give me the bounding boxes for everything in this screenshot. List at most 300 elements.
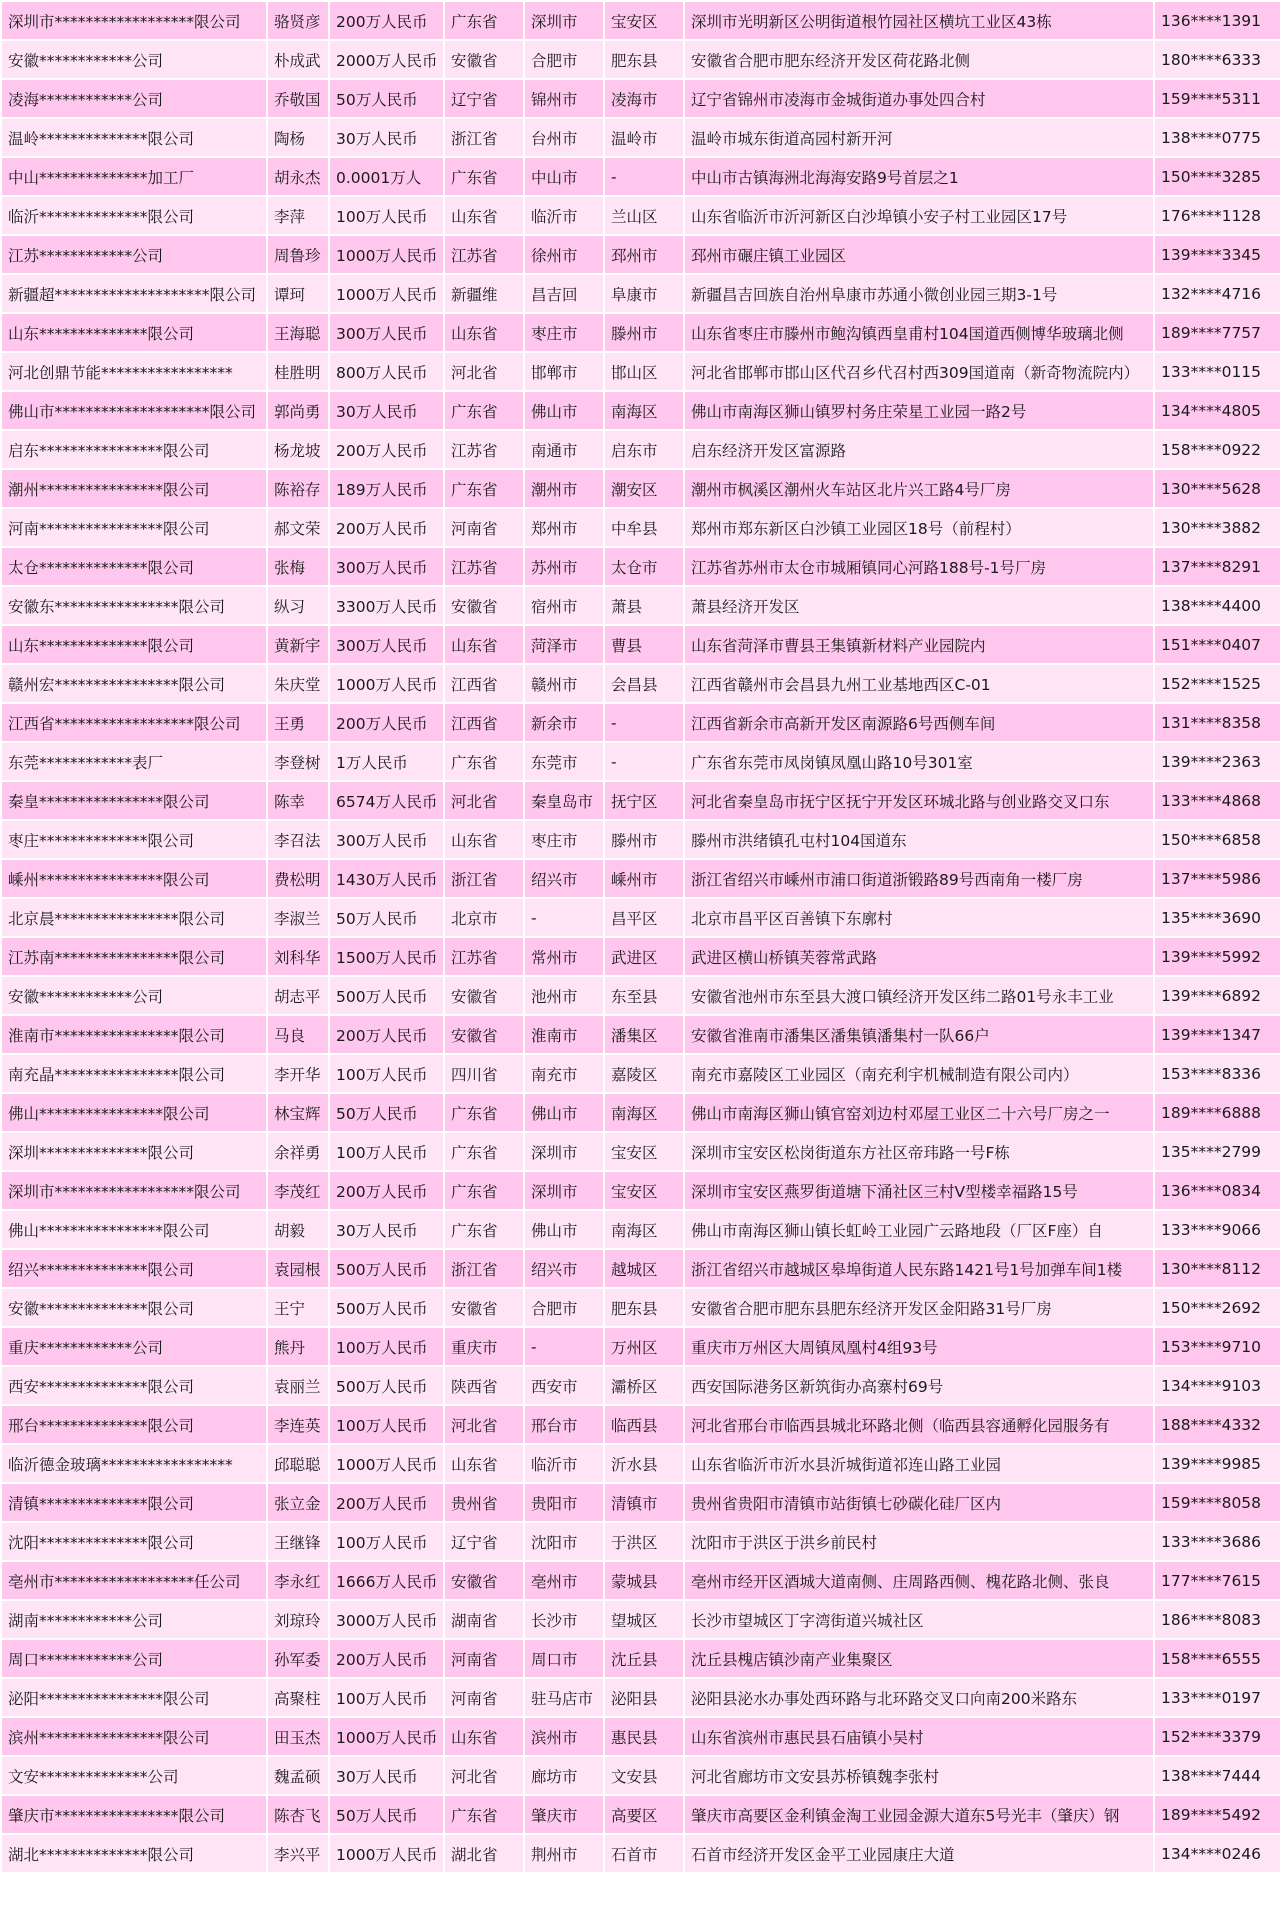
- registered-capital-cell: 1500万人民币: [329, 937, 444, 976]
- address-cell: 重庆市万州区大周镇凤凰村4组93号: [684, 1327, 1154, 1366]
- company-name-cell: 佛山****************限公司: [1, 1210, 267, 1249]
- table-row: [1, 469, 1280, 508]
- legal-person-cell: 邱聪聪: [267, 1444, 329, 1483]
- company-name-cell: 山东**************限公司: [1, 625, 267, 664]
- city-cell: 宿州市: [524, 586, 604, 625]
- province-cell: 浙江省: [444, 1249, 524, 1288]
- district-cell: 于洪区: [604, 1522, 684, 1561]
- company-name-cell: 枣庄**************限公司: [1, 820, 267, 859]
- city-cell: 徐州市: [524, 235, 604, 274]
- district-cell: 肥东县: [604, 40, 684, 79]
- registered-capital-cell: 200万人民币: [329, 1483, 444, 1522]
- registered-capital-cell: 200万人民币: [329, 508, 444, 547]
- district-cell: 邳州市: [604, 235, 684, 274]
- phone-cell: 153****9710: [1154, 1327, 1280, 1366]
- table-row: [1, 79, 1280, 118]
- table-row: [1, 1366, 1280, 1405]
- province-cell: 江西省: [444, 664, 524, 703]
- legal-person-cell: 王勇: [267, 703, 329, 742]
- address-cell: 深圳市宝安区燕罗街道塘下涌社区三村V型楼幸福路15号: [684, 1171, 1154, 1210]
- province-cell: 北京市: [444, 898, 524, 937]
- company-name-cell: 文安**************公司: [1, 1756, 267, 1795]
- address-cell: 肇庆市高要区金利镇金淘工业园金源大道东5号光丰（肇庆）钢: [684, 1795, 1154, 1834]
- district-cell: 滕州市: [604, 313, 684, 352]
- phone-cell: 130****5628: [1154, 469, 1280, 508]
- district-cell: 潮安区: [604, 469, 684, 508]
- registered-capital-cell: 1430万人民币: [329, 859, 444, 898]
- legal-person-cell: 张梅: [267, 547, 329, 586]
- company-name-cell: 安徽************公司: [1, 976, 267, 1015]
- address-cell: 山东省滨州市惠民县石庙镇小吴村: [684, 1717, 1154, 1756]
- address-cell: 浙江省绍兴市越城区皋埠街道人民东路1421号1号加弹车间1楼: [684, 1249, 1154, 1288]
- legal-person-cell: 王宁: [267, 1288, 329, 1327]
- district-cell: 会昌县: [604, 664, 684, 703]
- address-cell: 安徽省合肥市肥东经济开发区荷花路北侧: [684, 40, 1154, 79]
- district-cell: 万州区: [604, 1327, 684, 1366]
- city-cell: 东莞市: [524, 742, 604, 781]
- district-cell: 中牟县: [604, 508, 684, 547]
- district-cell: 阜康市: [604, 274, 684, 313]
- district-cell: -: [604, 742, 684, 781]
- registered-capital-cell: 30万人民币: [329, 118, 444, 157]
- district-cell: 曹县: [604, 625, 684, 664]
- legal-person-cell: 杨龙坡: [267, 430, 329, 469]
- legal-person-cell: 朴成武: [267, 40, 329, 79]
- district-cell: 临西县: [604, 1405, 684, 1444]
- province-cell: 辽宁省: [444, 79, 524, 118]
- district-cell: 兰山区: [604, 196, 684, 235]
- city-cell: 新余市: [524, 703, 604, 742]
- registered-capital-cell: 100万人民币: [329, 1132, 444, 1171]
- phone-cell: 138****7444: [1154, 1756, 1280, 1795]
- company-name-cell: 太仓**************限公司: [1, 547, 267, 586]
- city-cell: 贵阳市: [524, 1483, 604, 1522]
- address-cell: 江西省新余市高新开发区南源路6号西侧车间: [684, 703, 1154, 742]
- company-name-cell: 西安**************限公司: [1, 1366, 267, 1405]
- legal-person-cell: 朱庆堂: [267, 664, 329, 703]
- city-cell: 荆州市: [524, 1834, 604, 1873]
- table-row: [1, 1, 1280, 40]
- city-cell: 临沂市: [524, 196, 604, 235]
- phone-cell: 159****5311: [1154, 79, 1280, 118]
- table-row: [1, 1405, 1280, 1444]
- legal-person-cell: 李淑兰: [267, 898, 329, 937]
- address-cell: 滕州市洪绪镇孔屯村104国道东: [684, 820, 1154, 859]
- province-cell: 湖南省: [444, 1600, 524, 1639]
- legal-person-cell: 陶杨: [267, 118, 329, 157]
- table-row: [1, 1522, 1280, 1561]
- company-name-cell: 佛山市********************限公司: [1, 391, 267, 430]
- phone-cell: 177****7615: [1154, 1561, 1280, 1600]
- phone-cell: 139****2363: [1154, 742, 1280, 781]
- company-name-cell: 江苏南****************限公司: [1, 937, 267, 976]
- city-cell: 合肥市: [524, 1288, 604, 1327]
- province-cell: 新疆维: [444, 274, 524, 313]
- province-cell: 安徽省: [444, 1561, 524, 1600]
- company-name-cell: 周口************公司: [1, 1639, 267, 1678]
- phone-cell: 134****9103: [1154, 1366, 1280, 1405]
- phone-cell: 150****6858: [1154, 820, 1280, 859]
- province-cell: 广东省: [444, 1, 524, 40]
- address-cell: 山东省枣庄市滕州市鲍沟镇西皇甫村104国道西侧博华玻璃北侧: [684, 313, 1154, 352]
- city-cell: 合肥市: [524, 40, 604, 79]
- phone-cell: 189****7757: [1154, 313, 1280, 352]
- legal-person-cell: 陈杏飞: [267, 1795, 329, 1834]
- address-cell: 安徽省池州市东至县大渡口镇经济开发区纬二路01号永丰工业: [684, 976, 1154, 1015]
- province-cell: 广东省: [444, 742, 524, 781]
- city-cell: -: [524, 1327, 604, 1366]
- phone-cell: 132****4716: [1154, 274, 1280, 313]
- company-name-cell: 湖北**************限公司: [1, 1834, 267, 1873]
- company-name-cell: 嵊州****************限公司: [1, 859, 267, 898]
- legal-person-cell: 王海聪: [267, 313, 329, 352]
- address-cell: 河北省邯郸市邯山区代召乡代召村西309国道南（新奇物流院内）: [684, 352, 1154, 391]
- registered-capital-cell: 1000万人民币: [329, 664, 444, 703]
- table-row: [1, 1054, 1280, 1093]
- province-cell: 山东省: [444, 313, 524, 352]
- address-cell: 河北省秦皇岛市抚宁区抚宁开发区环城北路与创业路交叉口东: [684, 781, 1154, 820]
- city-cell: 驻马店市: [524, 1678, 604, 1717]
- table-row: [1, 742, 1280, 781]
- address-cell: 河北省廊坊市文安县苏桥镇魏李张村: [684, 1756, 1154, 1795]
- phone-cell: 186****8083: [1154, 1600, 1280, 1639]
- district-cell: 高要区: [604, 1795, 684, 1834]
- phone-cell: 176****1128: [1154, 196, 1280, 235]
- city-cell: 昌吉回: [524, 274, 604, 313]
- phone-cell: 134****0246: [1154, 1834, 1280, 1873]
- address-cell: 北京市昌平区百善镇下东廓村: [684, 898, 1154, 937]
- legal-person-cell: 桂胜明: [267, 352, 329, 391]
- phone-cell: 138****4400: [1154, 586, 1280, 625]
- city-cell: 深圳市: [524, 1, 604, 40]
- table-row: [1, 703, 1280, 742]
- company-name-cell: 凌海************公司: [1, 79, 267, 118]
- district-cell: 肥东县: [604, 1288, 684, 1327]
- table-row: [1, 196, 1280, 235]
- city-cell: 临沂市: [524, 1444, 604, 1483]
- district-cell: 宝安区: [604, 1171, 684, 1210]
- registered-capital-cell: 500万人民币: [329, 1288, 444, 1327]
- legal-person-cell: 李开华: [267, 1054, 329, 1093]
- phone-cell: 158****6555: [1154, 1639, 1280, 1678]
- table-row: [1, 625, 1280, 664]
- company-name-cell: 深圳市******************限公司: [1, 1171, 267, 1210]
- registered-capital-cell: 50万人民币: [329, 1795, 444, 1834]
- district-cell: 文安县: [604, 1756, 684, 1795]
- province-cell: 江苏省: [444, 547, 524, 586]
- legal-person-cell: 袁丽兰: [267, 1366, 329, 1405]
- address-cell: 泌阳县泌水办事处西环路与北环路交叉口向南200米路东: [684, 1678, 1154, 1717]
- table-row: [1, 1756, 1280, 1795]
- registered-capital-cell: 300万人民币: [329, 625, 444, 664]
- address-cell: 西安国际港务区新筑街办高寨村69号: [684, 1366, 1154, 1405]
- district-cell: 越城区: [604, 1249, 684, 1288]
- phone-cell: 138****0775: [1154, 118, 1280, 157]
- company-name-cell: 临沂德金玻璃*****************: [1, 1444, 267, 1483]
- table-row: [1, 1444, 1280, 1483]
- district-cell: 石首市: [604, 1834, 684, 1873]
- legal-person-cell: 周鲁珍: [267, 235, 329, 274]
- company-name-cell: 新疆超********************限公司: [1, 274, 267, 313]
- address-cell: 深圳市光明新区公明街道根竹园社区横坑工业区43栋: [684, 1, 1154, 40]
- table-row: [1, 1483, 1280, 1522]
- province-cell: 重庆市: [444, 1327, 524, 1366]
- district-cell: 南海区: [604, 1093, 684, 1132]
- company-name-cell: 赣州宏****************限公司: [1, 664, 267, 703]
- legal-person-cell: 马良: [267, 1015, 329, 1054]
- table-row: [1, 40, 1280, 79]
- legal-person-cell: 李兴平: [267, 1834, 329, 1873]
- address-cell: 沈阳市于洪区于洪乡前民村: [684, 1522, 1154, 1561]
- registered-capital-cell: 100万人民币: [329, 1054, 444, 1093]
- city-cell: 菏泽市: [524, 625, 604, 664]
- registered-capital-cell: 100万人民币: [329, 1327, 444, 1366]
- phone-cell: 135****2799: [1154, 1132, 1280, 1171]
- phone-cell: 135****3690: [1154, 898, 1280, 937]
- registered-capital-cell: 200万人民币: [329, 1, 444, 40]
- province-cell: 广东省: [444, 1093, 524, 1132]
- province-cell: 河北省: [444, 1756, 524, 1795]
- address-cell: 亳州市经开区酒城大道南侧、庄周路西侧、槐花路北侧、张良: [684, 1561, 1154, 1600]
- district-cell: 清镇市: [604, 1483, 684, 1522]
- address-cell: 潮州市枫溪区潮州火车站区北片兴工路4号厂房: [684, 469, 1154, 508]
- district-cell: 太仓市: [604, 547, 684, 586]
- company-name-cell: 临沂**************限公司: [1, 196, 267, 235]
- legal-person-cell: 胡永杰: [267, 157, 329, 196]
- district-cell: 邯山区: [604, 352, 684, 391]
- table-row: [1, 1600, 1280, 1639]
- province-cell: 山东省: [444, 1444, 524, 1483]
- address-cell: 河北省邢台市临西县城北环路北侧（临西县容通孵化园服务有: [684, 1405, 1154, 1444]
- table-row: [1, 1015, 1280, 1054]
- province-cell: 山东省: [444, 820, 524, 859]
- legal-person-cell: 王继锋: [267, 1522, 329, 1561]
- city-cell: 南通市: [524, 430, 604, 469]
- city-cell: 枣庄市: [524, 820, 604, 859]
- company-name-cell: 安徽**************限公司: [1, 1288, 267, 1327]
- city-cell: 周口市: [524, 1639, 604, 1678]
- registered-capital-cell: 100万人民币: [329, 1522, 444, 1561]
- phone-cell: 158****0922: [1154, 430, 1280, 469]
- phone-cell: 133****0197: [1154, 1678, 1280, 1717]
- city-cell: 佛山市: [524, 391, 604, 430]
- city-cell: 中山市: [524, 157, 604, 196]
- company-name-cell: 南充晶****************限公司: [1, 1054, 267, 1093]
- province-cell: 安徽省: [444, 976, 524, 1015]
- province-cell: 广东省: [444, 391, 524, 430]
- province-cell: 陕西省: [444, 1366, 524, 1405]
- phone-cell: 139****5992: [1154, 937, 1280, 976]
- legal-person-cell: 陈裕存: [267, 469, 329, 508]
- district-cell: -: [604, 703, 684, 742]
- table-row: [1, 937, 1280, 976]
- legal-person-cell: 魏孟硕: [267, 1756, 329, 1795]
- company-name-cell: 潮州****************限公司: [1, 469, 267, 508]
- province-cell: 安徽省: [444, 1015, 524, 1054]
- table-row: [1, 352, 1280, 391]
- company-name-cell: 安徽东****************限公司: [1, 586, 267, 625]
- registered-capital-cell: 30万人民币: [329, 1210, 444, 1249]
- address-cell: 石首市经济开发区金平工业园康庄大道: [684, 1834, 1154, 1873]
- company-name-cell: 江西省******************限公司: [1, 703, 267, 742]
- company-name-cell: 淮南市****************限公司: [1, 1015, 267, 1054]
- province-cell: 安徽省: [444, 40, 524, 79]
- registered-capital-cell: 50万人民币: [329, 1093, 444, 1132]
- district-cell: 嘉陵区: [604, 1054, 684, 1093]
- address-cell: 深圳市宝安区松岗街道东方社区帝玮路一号F栋: [684, 1132, 1154, 1171]
- company-name-cell: 深圳**************限公司: [1, 1132, 267, 1171]
- city-cell: 潮州市: [524, 469, 604, 508]
- address-cell: 温岭市城东街道高园村新开河: [684, 118, 1154, 157]
- company-name-cell: 亳州市******************任公司: [1, 1561, 267, 1600]
- table-row: [1, 1639, 1280, 1678]
- district-cell: 启东市: [604, 430, 684, 469]
- table-row: [1, 1249, 1280, 1288]
- district-cell: 温岭市: [604, 118, 684, 157]
- province-cell: 山东省: [444, 625, 524, 664]
- city-cell: 西安市: [524, 1366, 604, 1405]
- address-cell: 佛山市南海区狮山镇长虹岭工业园广云路地段（厂区F座）自: [684, 1210, 1154, 1249]
- legal-person-cell: 乔敬国: [267, 79, 329, 118]
- company-name-cell: 秦皇****************限公司: [1, 781, 267, 820]
- city-cell: 赣州市: [524, 664, 604, 703]
- city-cell: 绍兴市: [524, 1249, 604, 1288]
- registered-capital-cell: 300万人民币: [329, 547, 444, 586]
- district-cell: 潘集区: [604, 1015, 684, 1054]
- table-row: [1, 820, 1280, 859]
- registered-capital-cell: 500万人民币: [329, 1366, 444, 1405]
- phone-cell: 133****3686: [1154, 1522, 1280, 1561]
- province-cell: 河北省: [444, 1405, 524, 1444]
- city-cell: 沈阳市: [524, 1522, 604, 1561]
- registered-capital-cell: 3000万人民币: [329, 1600, 444, 1639]
- phone-cell: 133****4868: [1154, 781, 1280, 820]
- table-row: [1, 859, 1280, 898]
- phone-cell: 136****1391: [1154, 1, 1280, 40]
- city-cell: 邢台市: [524, 1405, 604, 1444]
- phone-cell: 150****2692: [1154, 1288, 1280, 1327]
- registered-capital-cell: 0.0001万人: [329, 157, 444, 196]
- company-name-cell: 滨州****************限公司: [1, 1717, 267, 1756]
- city-cell: 佛山市: [524, 1093, 604, 1132]
- district-cell: 惠民县: [604, 1717, 684, 1756]
- table-row: [1, 664, 1280, 703]
- province-cell: 河南省: [444, 1678, 524, 1717]
- legal-person-cell: 郭尚勇: [267, 391, 329, 430]
- district-cell: 萧县: [604, 586, 684, 625]
- province-cell: 河南省: [444, 508, 524, 547]
- address-cell: 山东省临沂市沂水县沂城街道祁连山路工业园: [684, 1444, 1154, 1483]
- company-name-cell: 肇庆市****************限公司: [1, 1795, 267, 1834]
- registered-capital-cell: 1万人民币: [329, 742, 444, 781]
- table-row: [1, 1561, 1280, 1600]
- province-cell: 四川省: [444, 1054, 524, 1093]
- table-row: [1, 1093, 1280, 1132]
- district-cell: 宝安区: [604, 1132, 684, 1171]
- address-cell: 贵州省贵阳市清镇市站街镇七砂碳化硅厂区内: [684, 1483, 1154, 1522]
- registered-capital-cell: 200万人民币: [329, 1015, 444, 1054]
- table-row: [1, 235, 1280, 274]
- registered-capital-cell: 200万人民币: [329, 430, 444, 469]
- city-cell: 淮南市: [524, 1015, 604, 1054]
- registered-capital-cell: 50万人民币: [329, 898, 444, 937]
- registered-capital-cell: 189万人民币: [329, 469, 444, 508]
- legal-person-cell: 骆贤彦: [267, 1, 329, 40]
- legal-person-cell: 林宝辉: [267, 1093, 329, 1132]
- address-cell: 山东省临沂市沂河新区白沙埠镇小安子村工业园区17号: [684, 196, 1154, 235]
- address-cell: 武进区横山桥镇芙蓉常武路: [684, 937, 1154, 976]
- city-cell: 池州市: [524, 976, 604, 1015]
- table-row: [1, 586, 1280, 625]
- phone-cell: 139****3345: [1154, 235, 1280, 274]
- company-name-cell: 东莞************表厂: [1, 742, 267, 781]
- address-cell: 长沙市望城区丁字湾街道兴城社区: [684, 1600, 1154, 1639]
- city-cell: 肇庆市: [524, 1795, 604, 1834]
- legal-person-cell: 李召法: [267, 820, 329, 859]
- table-row: [1, 430, 1280, 469]
- legal-person-cell: 袁园根: [267, 1249, 329, 1288]
- registered-capital-cell: 1000万人民币: [329, 1717, 444, 1756]
- district-cell: 南海区: [604, 391, 684, 430]
- company-name-cell: 泌阳****************限公司: [1, 1678, 267, 1717]
- province-cell: 贵州省: [444, 1483, 524, 1522]
- legal-person-cell: 李登树: [267, 742, 329, 781]
- table-row: [1, 547, 1280, 586]
- registered-capital-cell: 30万人民币: [329, 1756, 444, 1795]
- phone-cell: 151****0407: [1154, 625, 1280, 664]
- address-cell: 沈丘县槐店镇沙南产业集聚区: [684, 1639, 1154, 1678]
- legal-person-cell: 田玉杰: [267, 1717, 329, 1756]
- company-name-cell: 佛山****************限公司: [1, 1093, 267, 1132]
- province-cell: 山东省: [444, 196, 524, 235]
- address-cell: 萧县经济开发区: [684, 586, 1154, 625]
- district-cell: 凌海市: [604, 79, 684, 118]
- legal-person-cell: 李永红: [267, 1561, 329, 1600]
- address-cell: 新疆昌吉回族自治州阜康市苏通小微创业园三期3-1号: [684, 274, 1154, 313]
- company-name-cell: 安徽************公司: [1, 40, 267, 79]
- phone-cell: 189****5492: [1154, 1795, 1280, 1834]
- province-cell: 浙江省: [444, 859, 524, 898]
- district-cell: 沈丘县: [604, 1639, 684, 1678]
- table-row: [1, 781, 1280, 820]
- registered-capital-cell: 1000万人民币: [329, 1444, 444, 1483]
- registered-capital-cell: 30万人民币: [329, 391, 444, 430]
- table-row: [1, 313, 1280, 352]
- address-cell: 安徽省合肥市肥东县肥东经济开发区金阳路31号厂房: [684, 1288, 1154, 1327]
- registered-capital-cell: 100万人民币: [329, 196, 444, 235]
- address-cell: 山东省菏泽市曹县王集镇新材料产业园院内: [684, 625, 1154, 664]
- registered-capital-cell: 100万人民币: [329, 1405, 444, 1444]
- company-name-cell: 中山**************加工厂: [1, 157, 267, 196]
- address-cell: 邳州市碾庄镇工业园区: [684, 235, 1154, 274]
- table-row: [1, 1795, 1280, 1834]
- legal-person-cell: 陈幸: [267, 781, 329, 820]
- table-row: [1, 157, 1280, 196]
- city-cell: 深圳市: [524, 1132, 604, 1171]
- province-cell: 广东省: [444, 1132, 524, 1171]
- city-cell: 枣庄市: [524, 313, 604, 352]
- legal-person-cell: 黄新宇: [267, 625, 329, 664]
- city-cell: 廊坊市: [524, 1756, 604, 1795]
- company-name-cell: 江苏************公司: [1, 235, 267, 274]
- legal-person-cell: 费松明: [267, 859, 329, 898]
- phone-cell: 131****8358: [1154, 703, 1280, 742]
- city-cell: 锦州市: [524, 79, 604, 118]
- province-cell: 江苏省: [444, 235, 524, 274]
- table-row: [1, 1288, 1280, 1327]
- legal-person-cell: 刘琼玲: [267, 1600, 329, 1639]
- phone-cell: 188****4332: [1154, 1405, 1280, 1444]
